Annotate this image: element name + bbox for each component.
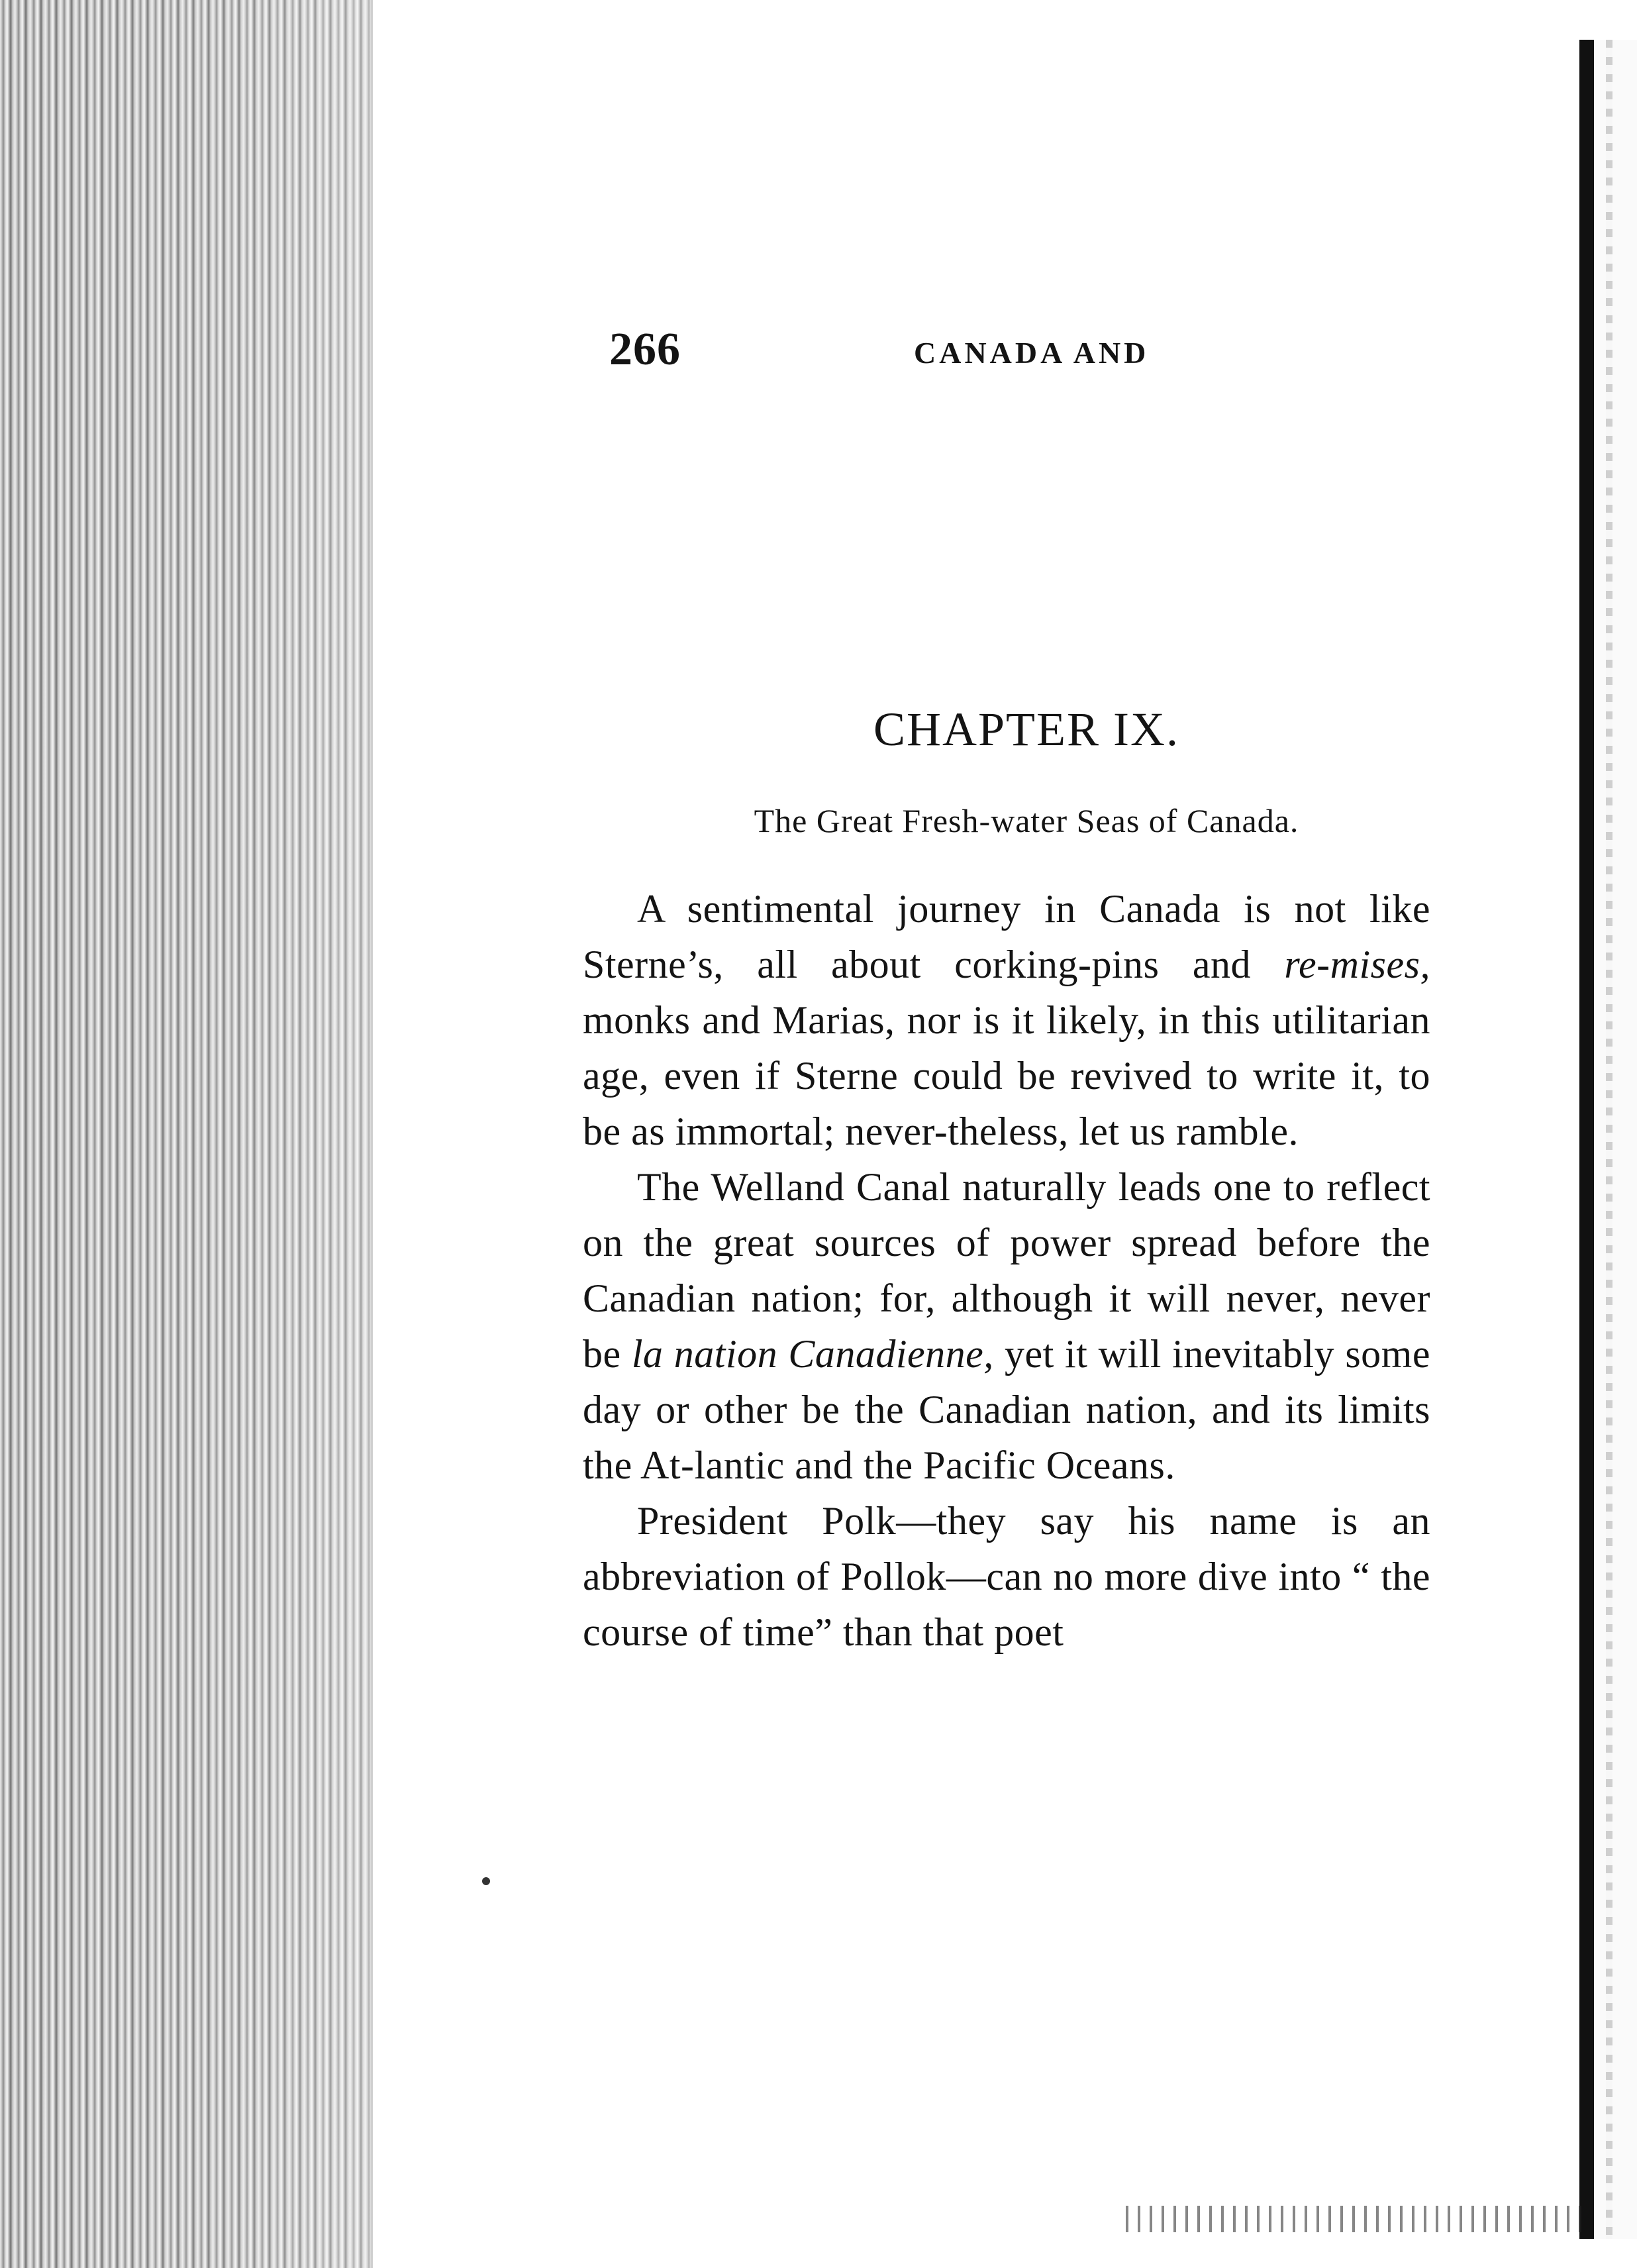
chapter-subtitle: The Great Fresh-water Seas of Canada. xyxy=(754,802,1299,839)
paragraph-text: The Welland Canal naturally leads one to reflect on the great sources of power spread before the Canadian nation; for, although it will never, never be xyxy=(583,1165,1430,1376)
body-text xyxy=(583,881,1430,1660)
page-number: 266 xyxy=(609,324,681,375)
paragraph-text: A sentimental journey in Canada is not like Sterne’s, all about corking-pins and xyxy=(583,887,1430,986)
paragraph-text: President Polk—they say his name is an abbreviation of Pollok—can no more dive into “ the course of time” than that poet xyxy=(583,1499,1430,1654)
paragraph-text: yet it will inevitably some day or other be the Canadian nation, and its limits the At-lantic and the Pacific Oceans. xyxy=(583,1332,1430,1487)
paragraph xyxy=(583,1159,1430,1493)
paragraph xyxy=(583,881,1430,1159)
bottom-page-edge xyxy=(1126,2206,1583,2232)
chapter-heading: CHAPTER IX. xyxy=(873,703,1179,756)
running-head xyxy=(0,323,1637,389)
paragraph xyxy=(583,1493,1430,1660)
ink-speck xyxy=(482,1877,490,1885)
italic-phrase: re-mises, xyxy=(1284,943,1430,986)
running-title: CANADA AND xyxy=(914,336,1150,370)
paragraph-text: monks and Marias, nor is it likely, in this utilitarian age, even if Sterne could be revived to write it, to be as immortal; never-theless, let us ramble. xyxy=(583,998,1430,1153)
italic-phrase: la nation Canadienne, xyxy=(631,1332,994,1376)
